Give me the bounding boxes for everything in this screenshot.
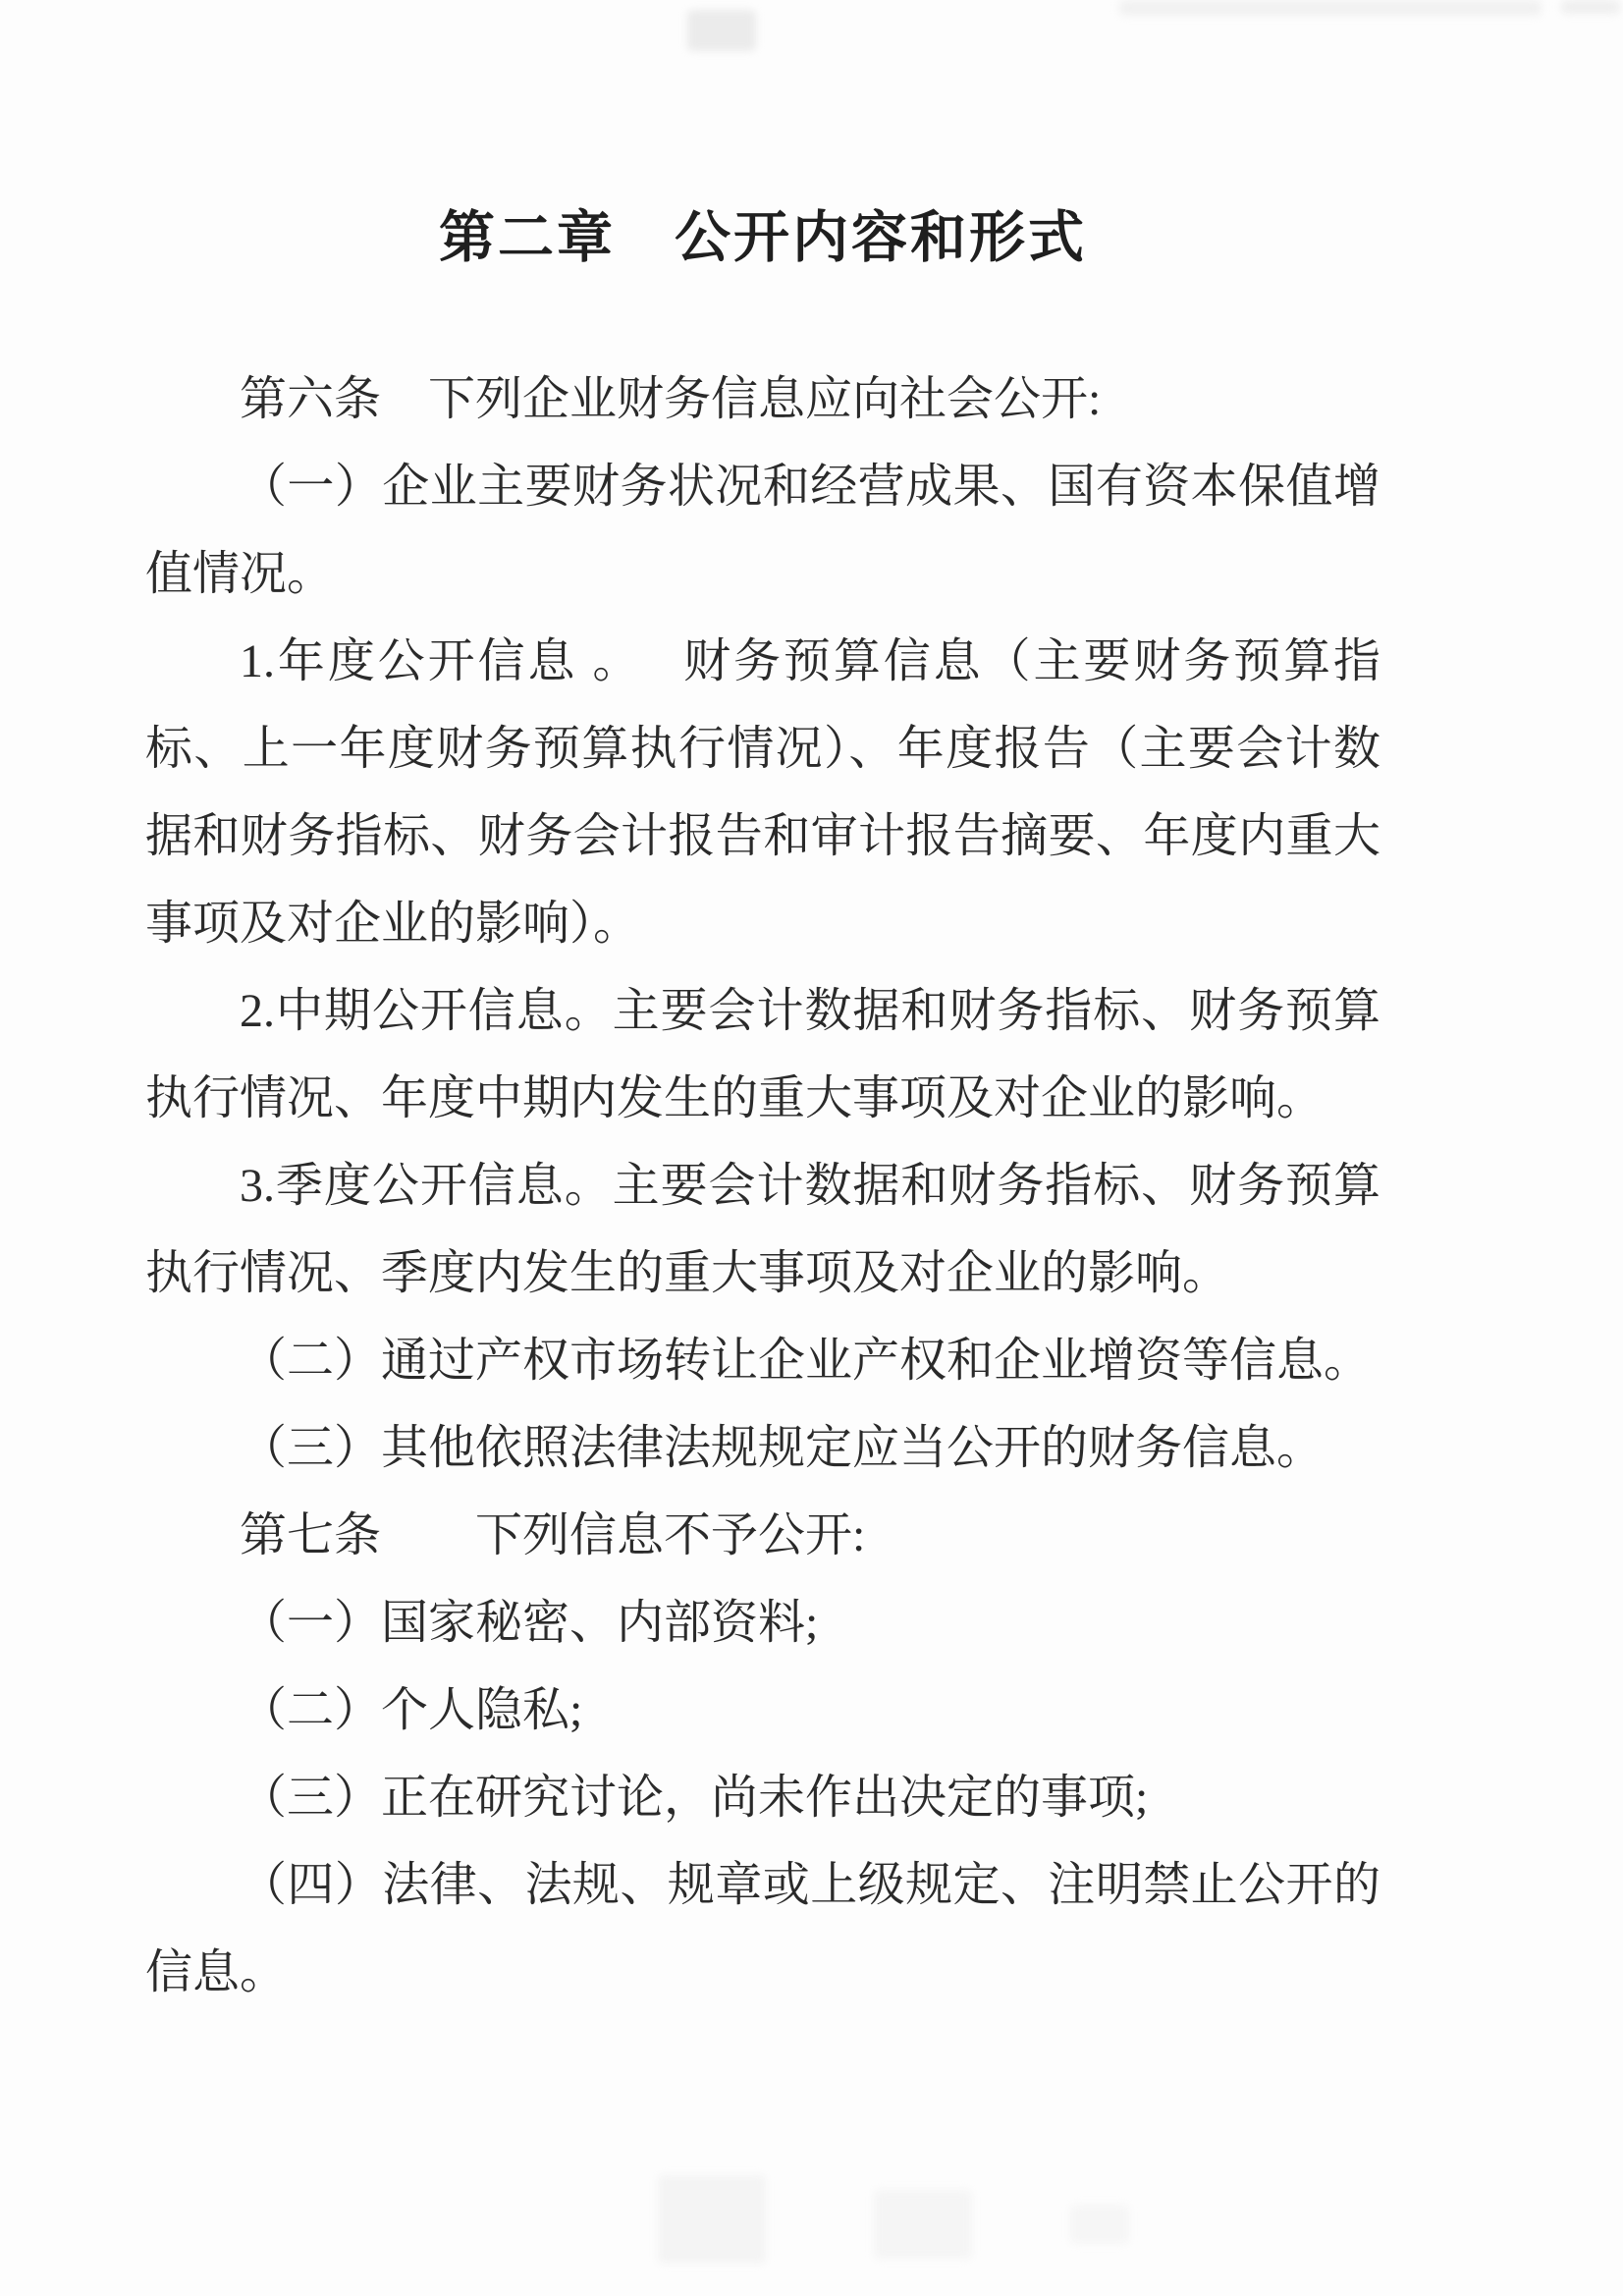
chapter-title: 第二章 公开内容和形式 xyxy=(439,207,1087,269)
scan-artifact xyxy=(874,2190,972,2259)
paragraph-under-discussion: （三）正在研究讨论，尚未作出决定的事项; xyxy=(240,1772,1149,1824)
paragraph-secret: （一）国家秘密、内部资料; xyxy=(240,1597,819,1649)
paragraph-privacy: （二）个人隐私; xyxy=(240,1684,583,1736)
paragraph-article-7: 第七条 下列信息不予公开: xyxy=(240,1509,866,1561)
paragraph-item-1: （一）企业主要财务状况和经营成果、国有资本保值增值情况。 xyxy=(145,461,1380,600)
paragraph-article-6: 第六条 下列企业财务信息应向社会公开: xyxy=(240,373,1102,425)
scan-artifact xyxy=(1561,0,1620,14)
scan-artifact xyxy=(687,10,756,51)
paragraph-forbidden: （四）法律、法规、规章或上级规定、注明禁止公开的信息。 xyxy=(145,1859,1380,1998)
scan-artifact xyxy=(1119,0,1542,16)
scan-artifact xyxy=(1070,2205,1129,2244)
paragraph-annual-info: 1.年度公开信息 。 财务预算信息（主要财务预算指标、上一年度财务预算执行情况）、年度报告（主要会计数据和财务指标、财务会计报告和审计报告摘要、年度内重大事项及对企业的影响）。 xyxy=(145,635,1380,950)
paragraph-interim-info: 2.中期公开信息。主要会计数据和财务指标、财务预算执行情况、年度中期内发生的重大事项及对企业的影响。 xyxy=(145,985,1380,1124)
scan-artifact xyxy=(658,2175,766,2264)
paragraph-quarterly-info: 3.季度公开信息。主要会计数据和财务指标、财务预算执行情况、季度内发生的重大事项及对企业的影响。 xyxy=(145,1160,1380,1299)
paragraph-item-2: （二）通过产权市场转让企业产权和企业增资等信息。 xyxy=(240,1335,1372,1387)
paragraph-item-3: （三）其他依照法律法规规定应当公开的财务信息。 xyxy=(240,1422,1325,1474)
document-body xyxy=(145,355,1380,2016)
